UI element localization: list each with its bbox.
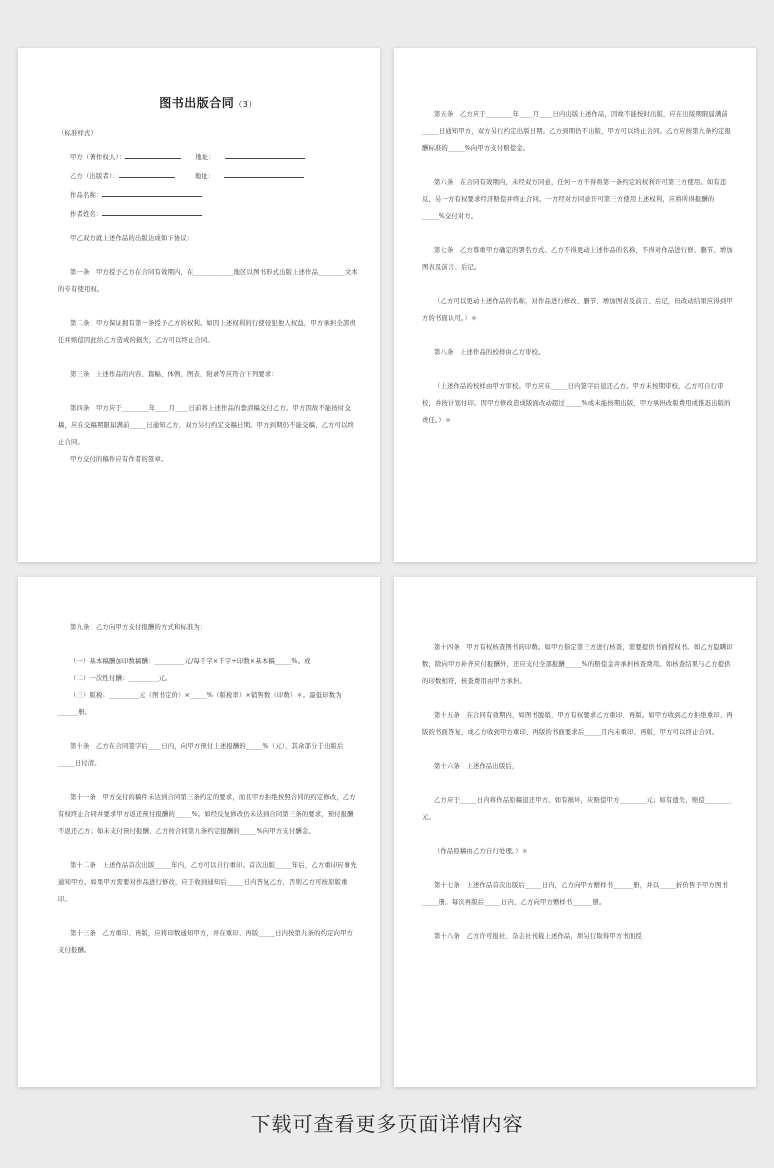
article-7-alt: （乙方可以更动上述作品的名称，对作品进行修改、删节、增加图表及前言、后记，但改动结果应得到甲方的书面认可。）＊: [422, 298, 733, 322]
article-5: 第五条 乙方应于________年____月____日内出版上述作品，因故不能按时出版，应在出版期限届满前_____日通知甲方，双方另行约定出版日期。乙方到期仍不出版，甲方可以终止合同。乙方应按第九条约定报酬标准的_____%向甲方支付赔偿金。: [422, 111, 732, 152]
article-4: 第四条 甲方应于________年____月____日前将上述作品的誊清稿交付乙方。甲方因故不能按时交稿，应在交稿期限届满前_____日通知乙方，双方另行约定交稿日期。甲方到期仍不能交稿，乙方可以终止合同。: [58, 405, 355, 446]
party-fields: [58, 148, 358, 224]
article-12: 第十二条 上述作品首次出版_____年内，乙方可以自行重印。首次出版_____年后，乙方重印应事先通知甲方。如果甲方需要对作品进行修改，应于收到通知后_____日内答复乙方，否则乙方可按原版重印。: [58, 862, 357, 903]
contract-page-3: [18, 577, 380, 1087]
paragraph: 甲方交付的稿件应有作者的签章。: [70, 456, 168, 463]
contract-page-1: [18, 48, 380, 562]
title-suffix: （3）: [234, 100, 257, 109]
article-9-option-2: （二）一次性付酬：_________元。: [70, 675, 172, 682]
article-8-alt: （上述作品的校样由甲方审校。甲方应在_____日内签字后退还乙方。甲方未按期审校，乙方可自行审校，并按计划付印。因甲方修改造成版面改动超过_____%或未能按期出版，甲方承担改版费用或推迟出版的责任。）＊: [422, 383, 731, 424]
contract-page-4: [394, 577, 756, 1087]
title-text: 图书出版合同: [159, 96, 235, 110]
contract-page-2: [394, 48, 756, 562]
article-9-option-3: （三）版税：_________元（图书定价）×_____%（版税率）×销售数（印数）＊。最低印数为______册。: [58, 692, 342, 716]
article-15: 第十五条 在合同有效期内，如图书脱销，甲方有权要求乙方重印、再版。如甲方收到乙方拒绝重印、再版的书面答复，或乙方收到甲方重印、再版的书面要求后_____月内未重印、再版，甲方可以终止合同。: [422, 712, 733, 736]
article-16: 第十六条 上述作品出版后，: [434, 763, 519, 770]
article-10: 第十条 乙方在合同签字后____日内，向甲方预付上述报酬的_____%（元），其余部分于出版后_____日付清。: [58, 743, 344, 767]
article-1: 第一条 甲方授予乙方在合同有效期内，在____________地区以图书形式出版上述作品________文本的专有使用权。: [58, 269, 358, 293]
article-13: 第十三条 乙方重印、再版，应将印数通知甲方，并在重印、再版_____日内按第九条的约定向甲方支付报酬。: [58, 930, 354, 954]
download-more-link[interactable]: 下载可查看更多页面详情内容: [250, 1112, 524, 1136]
field-author-name: 作者姓名：: [58, 205, 358, 224]
document-title: [58, 94, 358, 111]
page1-body: [58, 230, 358, 468]
article-14: 第十四条 甲方有权核查图书的印数。如甲方指定第三方进行核查，需要提供书面授权书。如乙方隐瞒印数，除向甲方补齐应付报酬外，还应支付全部报酬_____%的赔偿金并承担核查费用。如核查结果与乙方提供的印数相符，核查费用由甲方承担。: [422, 644, 733, 685]
article-8: 第八条 上述作品的校样由乙方审校。: [434, 349, 545, 356]
field-work-name: 作品名称：: [58, 186, 358, 205]
article-7: 第七条 乙方尊重甲方确定的署名方式。乙方不得更动上述作品的名称，不得对作品进行修、删节、增加图表及前言、后记。: [422, 247, 733, 271]
article-9: 第九条 乙方向甲方支付报酬的方式和标准为：: [70, 624, 207, 631]
article-16-alt: （作品原稿由乙方自行处理。）＊: [434, 848, 529, 855]
standard-style-label: （标准样式）: [58, 130, 97, 137]
article-16-text: 乙方应于_____日内将作品原稿退还甲方。如有损坏，应赔偿甲方________元；如有遗失，赔偿________元。: [422, 797, 732, 821]
article-2: 第二条 甲方保证拥有第一条授予乙方的权利。如因上述权利的行使侵犯他人权益，甲方承担全部责任并赔偿因此给乙方造成的损失，乙方可以终止合同。: [58, 320, 356, 344]
article-17: 第十七条 上述作品首次出版后_____日内，乙方向甲方赠样书______册，并以_____折价售予甲方图书_____册。每次再版后_____日内，乙方向甲方赠样书______册。: [422, 882, 728, 906]
article-11: 第十一条 甲方交付的稿件未达到合同第三条约定的要求，而且甲方拒绝按照合同的约定修改，乙方有权终止合同并要求甲方返还预付报酬的_____%。如经反复修改仍未达到合同第三条的要求，预付报酬不返还乙方；如未支付预付报酬，乙方按合同第九条约定报酬的_____%向甲方支付酬金。: [58, 794, 356, 835]
article-6: 第六条 在合同有效期内，未经双方同意，任何一方不得将第一条约定的权利许可第三方使用。如有违反，另一方有权要求经济赔偿并终止合同。一方经对方同意许可第三方使用上述权利，应将所得报酬的_____%交付对方。: [422, 179, 727, 220]
field-party-b: 乙方（出版者）： 地址：: [58, 167, 358, 186]
field-party-a: 甲方（著作权人）： 地址：: [58, 148, 358, 167]
article-9-option-1: （一）基本稿酬加印数稿酬：_________元/每千字×千字+印数×基本稿_____%。或: [70, 658, 311, 665]
article-18: 第十八条 乙方许可报社、杂志社刊载上述作品，须另行取得甲方书面授: [434, 933, 642, 940]
article-3: 第三条 上述作品的内容、篇幅、体例、图表、附录等应符合下列要求：: [70, 371, 278, 378]
paragraph: 甲乙双方就上述作品的出版达成如下协议：: [70, 235, 194, 242]
